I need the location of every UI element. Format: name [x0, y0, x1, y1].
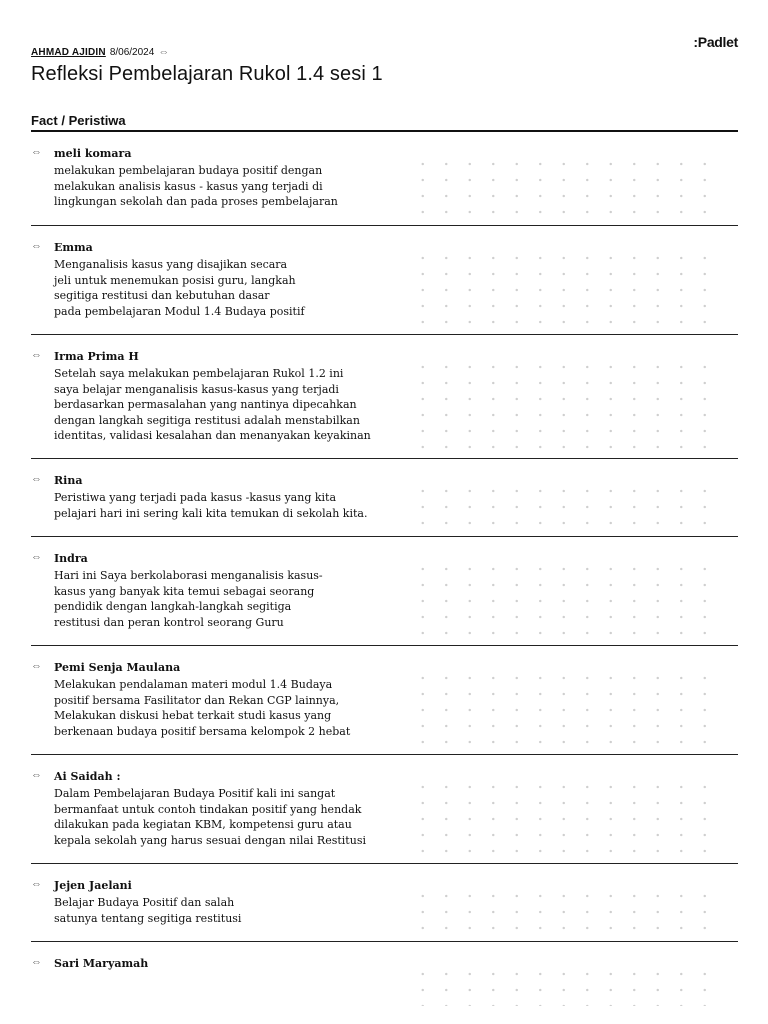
post-author: Pemi Senja Maulana — [54, 661, 181, 674]
dot-grid-decoration — [411, 359, 721, 452]
section-title: Fact / Peristiwa — [31, 113, 126, 128]
page-title: Refleksi Pembelajaran Rukol 1.4 sesi 1 — [31, 63, 383, 85]
post-author: Indra — [54, 552, 88, 565]
dot-grid-decoration — [411, 250, 721, 328]
dot-grid-decoration — [411, 670, 721, 748]
link-icon[interactable]: ⇔ — [31, 240, 42, 252]
post-text: melakukan pembelajaran budaya positif dengan melakukan analisis kasus - kasus yang terjadi di lingkungan sekolah dan pada proses pembelajaran — [54, 164, 338, 208]
post-author: meli komara — [54, 147, 132, 160]
post-card[interactable] — [31, 226, 738, 335]
post-text: Peristiwa yang terjadi pada kasus -kasus yang kita pelajari hari ini sering kali kita temukan di sekolah kita. — [54, 491, 368, 520]
post-card[interactable] — [31, 459, 738, 537]
post-text: Hari ini Saya berkolaborasi menganalisis kasus- kasus yang banyak kita temui sebagai seorang pendidik dengan langkah-langkah segitiga restitusi dan peran kontrol seorang Guru — [54, 569, 323, 629]
post-text: Setelah saya melakukan pembelajaran Rukol 1.2 ini saya belajar menganalisis kasus-kasus yang terjadi berdasarkan permasalahan yang nantinya dipecahkan dengan langkah segitiga restitusi adalah menstabilkan identitas, validasi kesalahan dan menanyakan keyakinan — [54, 367, 371, 442]
post-list — [0, 132, 768, 1012]
dot-grid-decoration — [411, 888, 721, 935]
post-card[interactable] — [31, 335, 738, 459]
post-author: Emma — [54, 241, 93, 254]
dot-grid-decoration — [411, 966, 721, 1006]
padlet-logo[interactable]: :Padlet — [693, 34, 738, 50]
post-card[interactable] — [31, 646, 738, 755]
post-card[interactable] — [31, 537, 738, 646]
link-icon[interactable]: ⇔ — [31, 146, 42, 158]
dot-grid-decoration — [411, 561, 721, 639]
post-card[interactable] — [31, 755, 738, 864]
post-author: Jejen Jaelani — [54, 879, 132, 892]
post-text: Menganalisis kasus yang disajikan secara jeli untuk menemukan posisi guru, langkah segitiga restitusi dan kebutuhan dasar pada pembelajaran Modul 1.4 Budaya positif — [54, 258, 305, 318]
dot-grid-decoration — [411, 483, 721, 530]
post-card[interactable] — [31, 132, 738, 226]
author-link[interactable]: AHMAD AJIDIN — [31, 46, 106, 58]
link-icon[interactable]: ⇔ — [31, 551, 42, 563]
link-icon[interactable]: ⇔ — [31, 473, 42, 485]
link-icon[interactable]: ⇔ — [31, 660, 42, 672]
link-icon[interactable]: ⇔ — [31, 878, 42, 890]
post-meta — [31, 46, 169, 58]
post-card[interactable] — [31, 864, 738, 942]
post-author: Sari Maryamah — [54, 957, 149, 970]
link-icon[interactable]: ⇔ — [31, 956, 42, 968]
post-date: 8/06/2024 — [109, 46, 155, 58]
link-icon[interactable]: ⇔ — [31, 349, 42, 361]
post-card[interactable] — [31, 942, 738, 1012]
link-icon[interactable]: ⇔ — [158, 46, 170, 58]
post-author: Irma Prima H — [54, 350, 139, 363]
post-text: Belajar Budaya Positif dan salah satunya tentang segitiga restitusi — [54, 896, 242, 925]
link-icon[interactable]: ⇔ — [31, 769, 42, 781]
dot-grid-decoration — [411, 156, 721, 219]
post-author: Ai Saidah : — [54, 770, 121, 783]
dot-grid-decoration — [411, 779, 721, 857]
post-text: Dalam Pembelajaran Budaya Positif kali ini sangat bermanfaat untuk contoh tindakan positif yang hendak dilakukan pada kegiatan KBM, kompetensi guru atau kepala sekolah yang harus sesuai dengan nilai Restitusi — [54, 787, 366, 847]
post-text: Melakukan pendalaman materi modul 1.4 Budaya positif bersama Fasilitator dan Rekan CGP lainnya, Melakukan diskusi hebat terkait studi kasus yang berkenaan budaya positif bersama kelompok 2 hebat — [54, 678, 351, 738]
post-author: Rina — [54, 474, 83, 487]
